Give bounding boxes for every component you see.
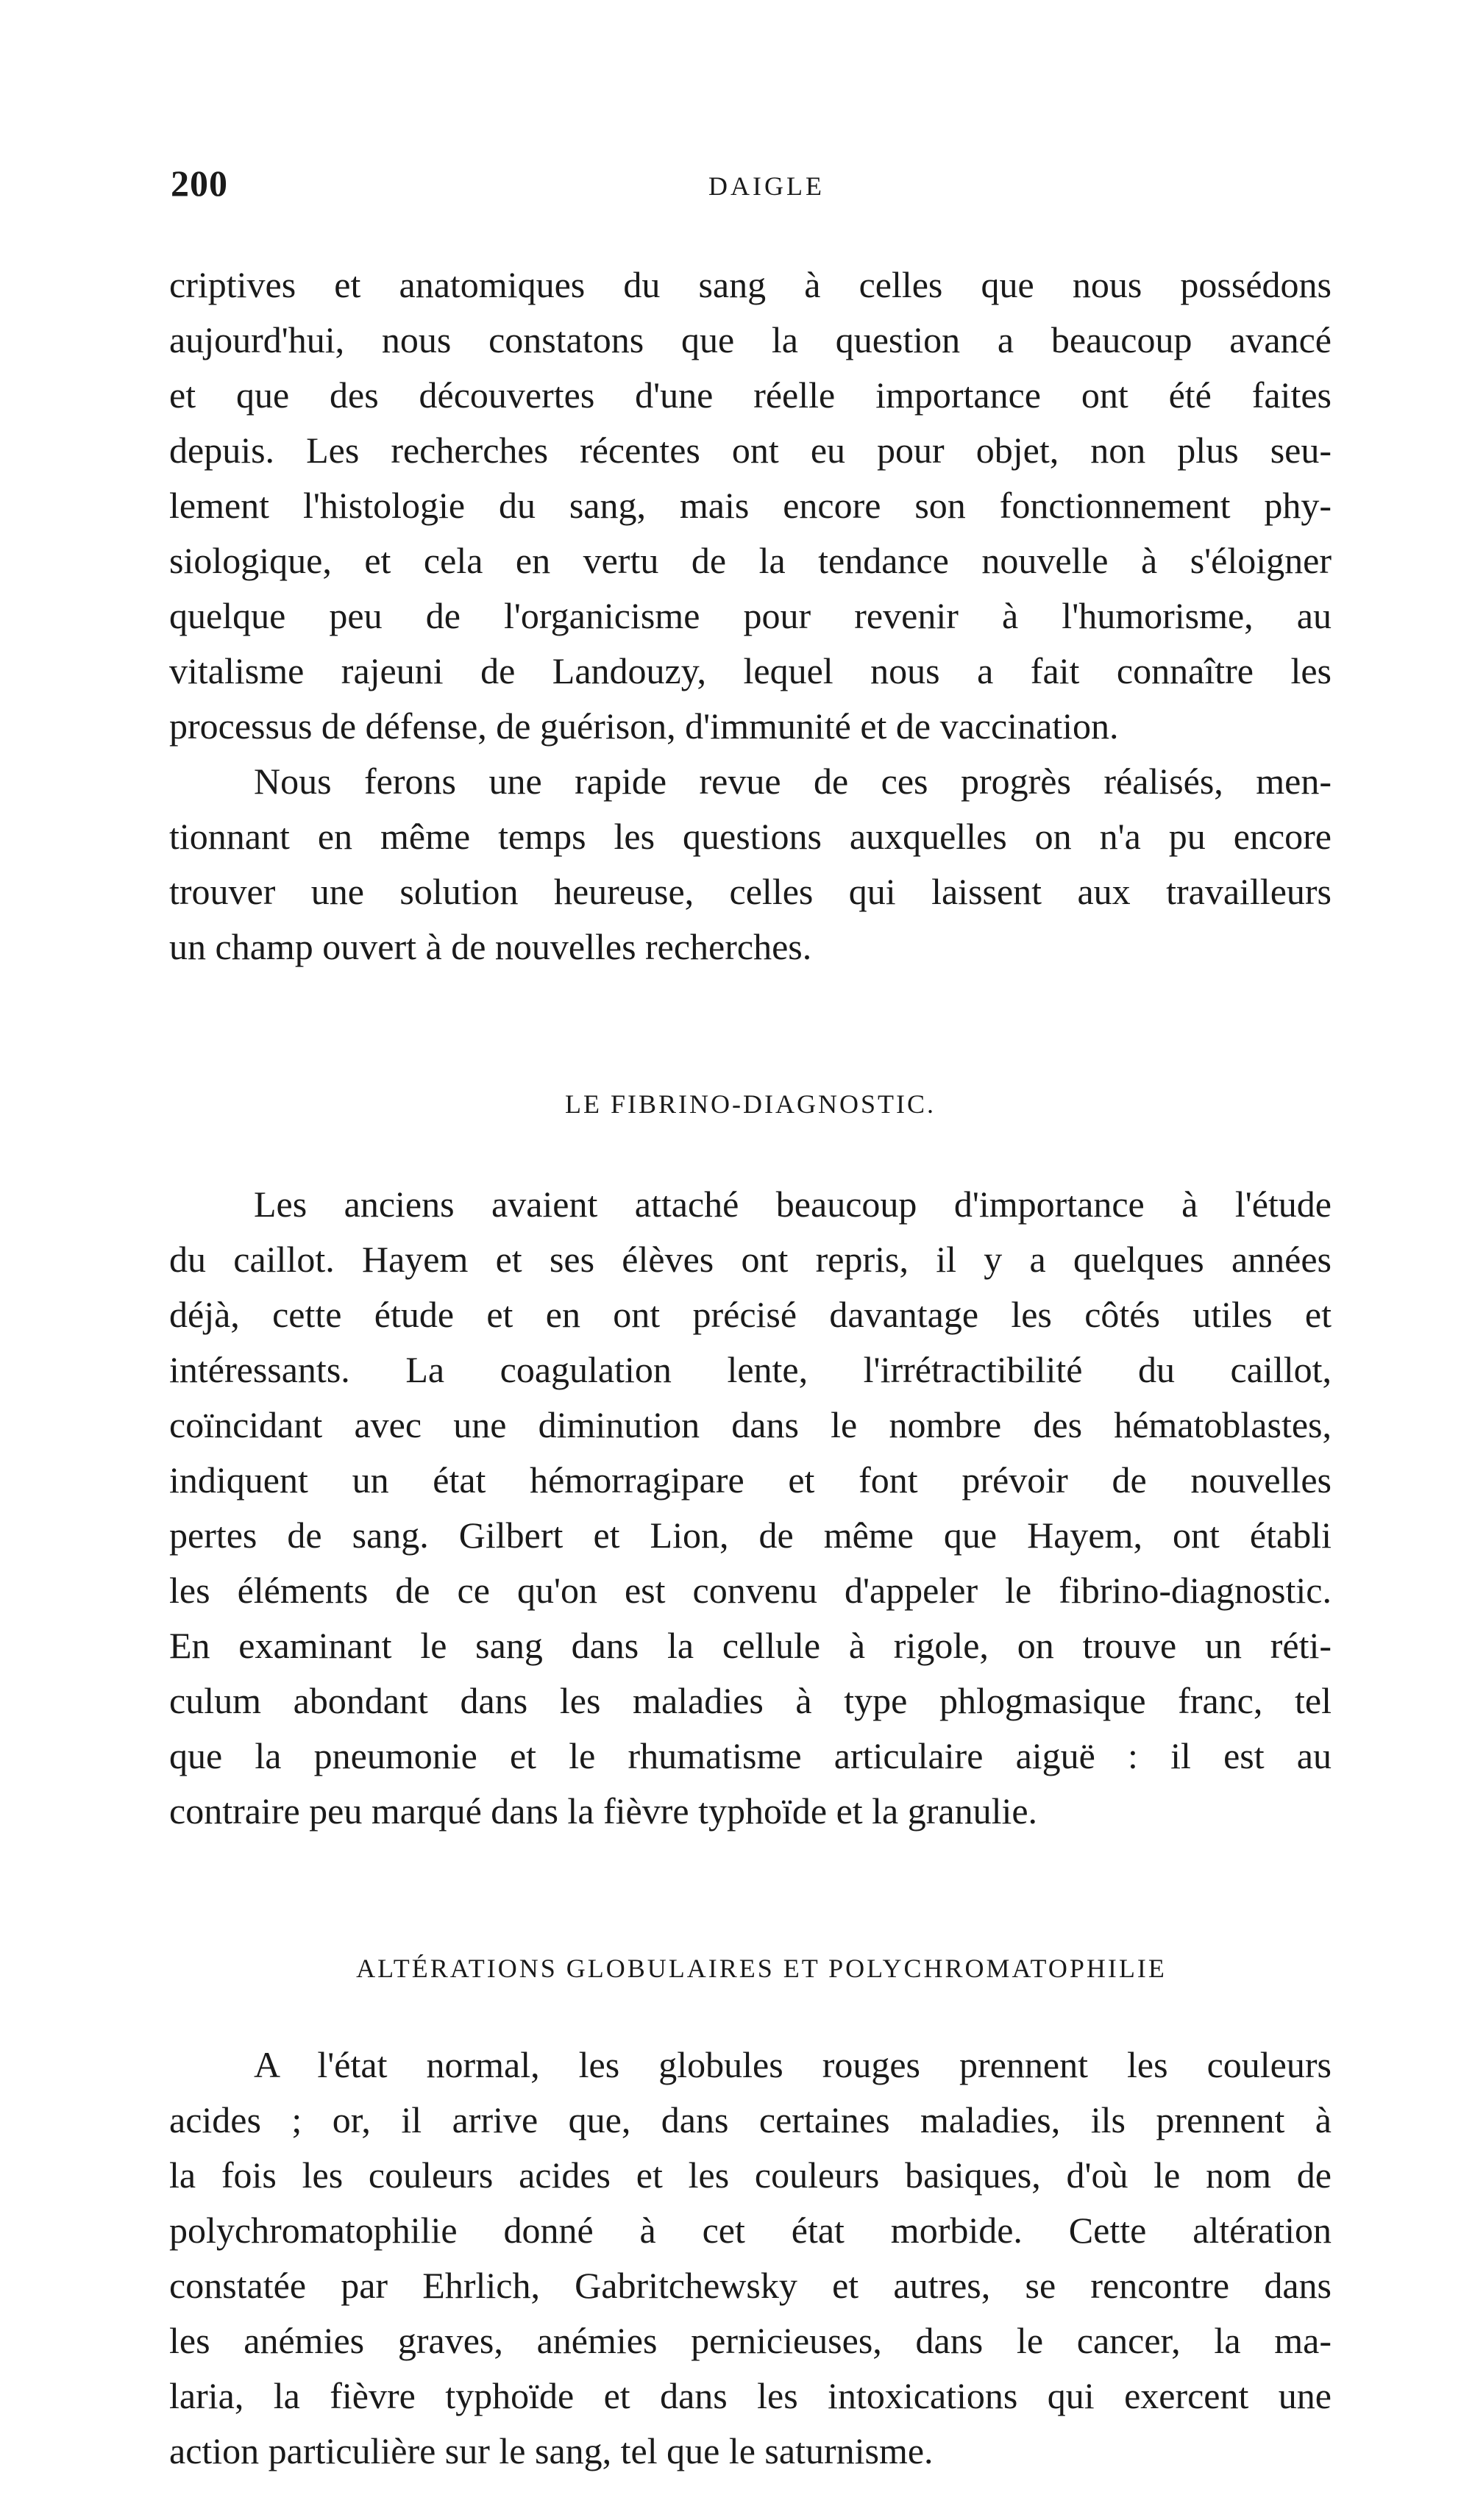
text-line: et que des découvertes d'une réelle importance ont été faites (169, 374, 1332, 416)
text-line: indiquent un état hémorragipare et font prévoir de nouvelles (169, 1459, 1332, 1501)
text-line: Nous ferons une rapide revue de ces progrès réalisés, men- (254, 761, 1332, 802)
text-line: culum abondant dans les maladies à type phlogmasique franc, tel (169, 1680, 1332, 1721)
text-line: pertes de sang. Gilbert et Lion, de même que Hayem, ont établi (169, 1515, 1332, 1556)
text-line: contraire peu marqué dans la fièvre typhoïde et la granulie. (169, 1790, 1038, 1832)
text-line: les éléments de ce qu'on est convenu d'appeler le fibrino-diagnostic. (169, 1570, 1332, 1611)
text-line: action particulière sur le sang, tel que le saturnisme. (169, 2430, 934, 2471)
text-line: trouver une solution heureuse, celles qui laissent aux travailleurs (169, 871, 1332, 912)
text-line: déjà, cette étude et en ont précisé davantage les côtés utiles et (169, 1294, 1332, 1335)
text-line: coïncidant avec une diminution dans le nombre des hématoblastes, (169, 1404, 1332, 1445)
text-line: processus de défense, de guérison, d'immunité et de vaccination. (169, 705, 1119, 747)
text-line: criptives et anatomiques du sang à celles que nous possédons (169, 264, 1332, 305)
text-line: intéressants. La coagulation lente, l'irrétractibilité du caillot, (169, 1349, 1332, 1390)
text-line: En examinant le sang dans la cellule à rigole, on trouve un réti- (169, 1625, 1332, 1666)
page-number: 200 (171, 163, 228, 204)
text-line: les anémies graves, anémies pernicieuses, dans le cancer, la ma- (169, 2320, 1332, 2361)
text-line: quelque peu de l'organicisme pour revenir à l'humorisme, au (169, 595, 1332, 636)
paragraph-intro (169, 257, 1332, 975)
text-line: acides ; or, il arrive que, dans certaines maladies, ils prennent à (169, 2099, 1332, 2140)
section-heading-fibrino-diagnostic: LE FIBRINO-DIAGNOSTIC. (565, 1089, 936, 1119)
text-line: du caillot. Hayem et ses élèves ont repris, il y a quelques années (169, 1239, 1332, 1280)
text-line: constatée par Ehrlich, Gabritchewsky et autres, se rencontre dans (169, 2265, 1332, 2306)
text-line: que la pneumonie et le rhumatisme articulaire aiguë : il est au (169, 1735, 1332, 1776)
text-line: tionnant en même temps les questions auxquelles on n'a pu encore (169, 816, 1332, 857)
text-line: un champ ouvert à de nouvelles recherches. (169, 926, 812, 967)
paragraph-fibrino-diagnostic (169, 1177, 1332, 1839)
text-line: siologique, et cela en vertu de la tendance nouvelle à s'éloigner (169, 540, 1332, 581)
section-heading-polychromatophilie: ALTÉRATIONS GLOBULAIRES ET POLYCHROMATOPHILIE (356, 1954, 1167, 1983)
text-line: laria, la fièvre typhoïde et dans les intoxications qui exercent une (169, 2375, 1332, 2416)
paragraph-polychromatophilie (169, 2037, 1332, 2479)
text-line: aujourd'hui, nous constatons que la question a beaucoup avancé (169, 319, 1332, 360)
text-line: A l'état normal, les globules rouges prennent les couleurs (254, 2044, 1332, 2085)
running-head (171, 162, 1333, 221)
text-line: vitalisme rajeuni de Landouzy, lequel nous a fait connaître les (169, 650, 1332, 691)
running-title: DAIGLE (708, 171, 825, 201)
text-line: polychromatophilie donné à cet état morbide. Cette altération (169, 2210, 1332, 2251)
text-line: lement l'histologie du sang, mais encore son fonctionnement phy- (169, 485, 1332, 526)
text-line: Les anciens avaient attaché beaucoup d'importance à l'étude (254, 1184, 1332, 1225)
text-line: depuis. Les recherches récentes ont eu pour objet, non plus seu- (169, 430, 1332, 471)
text-line: la fois les couleurs acides et les couleurs basiques, d'où le nom de (169, 2154, 1332, 2196)
